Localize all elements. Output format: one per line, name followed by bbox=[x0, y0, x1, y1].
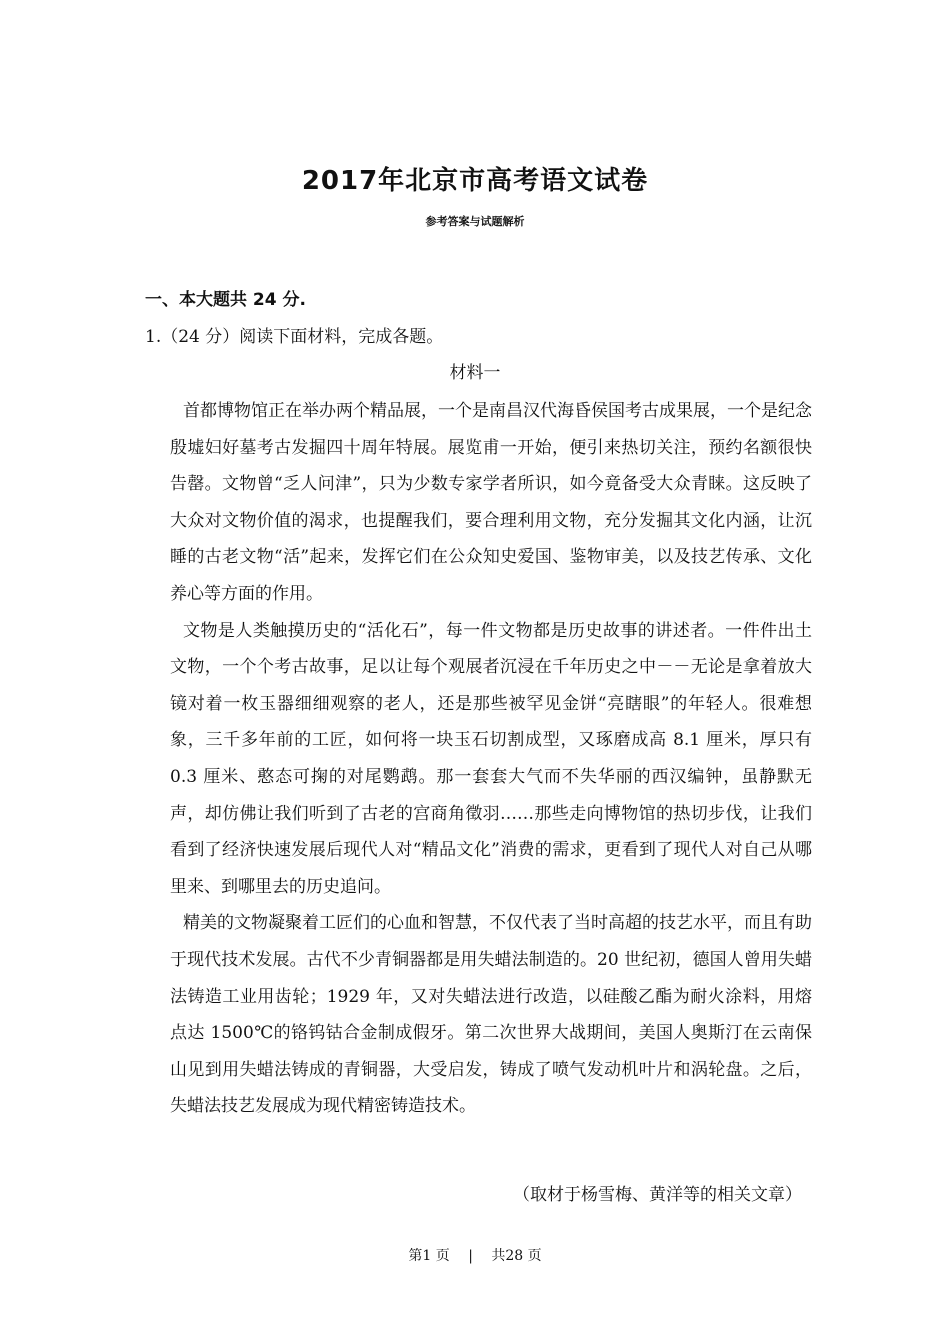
material-body bbox=[170, 393, 812, 1125]
material-paragraph-1: 首都博物馆正在举办两个精品展，一个是南昌汉代海昏侯国考古成果展，一个是纪念殷墟妇好墓考古发掘四十周年特展。展览甫一开始，便引来热切关注，预约名额很快告罄。文物曾“乏人问津”，只为少数专家学者所识，如今竟备受大众青睐。这反映了大众对文物价值的渴求，也提醒我们，要合理利用文物，充分发掘其文化内涵，让沉睡的古老文物“活”起来，发挥它们在公众知史爱国、鉴物审美，以及技艺传承、文化养心等方面的作用。 bbox=[170, 401, 812, 604]
page-subtitle: 参考答案与试题解析 bbox=[425, 215, 525, 228]
page-title: 2017年北京市高考语文试卷 bbox=[301, 166, 649, 196]
footer-separator: | bbox=[468, 1248, 473, 1264]
material-title: 材料一 bbox=[449, 363, 501, 383]
material-paragraph-3: 精美的文物凝聚着工匠们的心血和智慧，不仅代表了当时高超的技艺水平，而且有助于现代技术发展。古代不少青铜器都是用失蜡法制造的。20 世纪初，德国人曾用失蜡法铸造工业用齿轮；1929 年，又对失蜡法进行改造，以硅酸乙酯为耐火涂料，用熔点达 1500℃的铬钨钴合金制成假牙。第二次世界大战期间，美国人奥斯汀在云南保山见到用失蜡法铸成的青铜器，大受启发，铸成了喷气发动机叶片和涡轮盘。之后，失蜡法技艺发展成为现代精密铸造技术。 bbox=[170, 913, 812, 1117]
page-total: 共28 页 bbox=[491, 1248, 542, 1264]
material-paragraph-2: 文物是人类触摸历史的“活化石”，每一件文物都是历史故事的讲述者。一件件出土文物，一个个考古故事，足以让每个观展者沉浸在千年历史之中－－无论是拿着放大镜对着一枚玉器细细观察的老人，还是那些被罕见金饼“亮瞎眼”的年轻人。很难想象，三千多年前的工匠，如何将一块玉石切割成型，又琢磨成高 8.1 厘米，厚只有 0.3 厘米、憨态可掬的对尾鹦鹉。那一套套大气而不失华丽的西汉编钟，虽静默无声，却仿佛让我们听到了古老的宫商角徵羽……那些走向博物馆的热切步伐，让我们看到了经济快速发展后现代人对“精品文化”消费的需求，更看到了现代人对自己从哪里来、到哪里去的历史追问。 bbox=[170, 620, 812, 897]
question-prompt: 1.（24 分）阅读下面材料，完成各题。 bbox=[145, 327, 444, 347]
page-footer bbox=[0, 1245, 950, 1265]
section-heading: 一、本大题共 24 分. bbox=[145, 290, 306, 310]
material-source: （取材于杨雪梅、黄洋等的相关文章） bbox=[513, 1185, 802, 1205]
page-number: 第1 页 bbox=[408, 1248, 450, 1264]
